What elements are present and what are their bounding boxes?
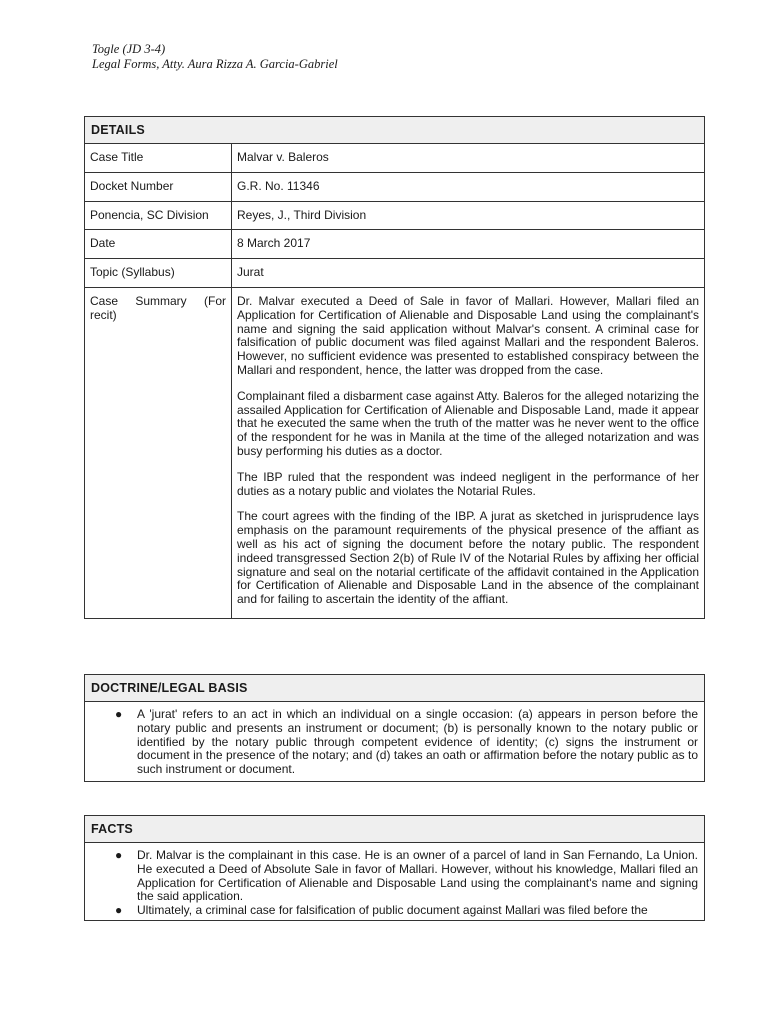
table-row	[85, 230, 704, 259]
summary-label: Case Summary (For recit)	[85, 287, 232, 617]
facts-heading: FACTS	[85, 816, 704, 843]
row-label: Case Title	[85, 144, 232, 172]
header-line-2: Legal Forms, Atty. Aura Rizza A. Garcia-Gabriel	[92, 57, 338, 71]
table-row	[85, 201, 704, 230]
facts-section	[84, 815, 705, 921]
bullet-icon: ●	[115, 848, 123, 862]
row-label: Ponencia, SC Division	[85, 201, 232, 230]
row-value: 8 March 2017	[232, 230, 705, 259]
bullet-icon: ●	[115, 707, 123, 721]
details-heading: DETAILS	[85, 117, 704, 144]
case-summary	[232, 287, 705, 617]
row-label: Docket Number	[85, 172, 232, 201]
document-header	[92, 42, 338, 72]
list-item	[85, 904, 704, 918]
table-row	[85, 287, 704, 617]
bullet-icon: ●	[115, 904, 123, 918]
header-line-1: Togle (JD 3-4)	[92, 42, 166, 56]
details-section	[84, 116, 705, 619]
doctrine-list	[85, 708, 704, 777]
table-row	[85, 144, 704, 172]
details-table	[85, 144, 704, 618]
row-value: Jurat	[232, 259, 705, 288]
row-value: Reyes, J., Third Division	[232, 201, 705, 230]
row-value: G.R. No. 11346	[232, 172, 705, 201]
list-item	[85, 849, 704, 904]
summary-paragraph: The IBP ruled that the respondent was indeed negligent in the performance of her duties as a notary public and violates the Notarial Rules.	[237, 469, 699, 498]
list-item-text: A 'jurat' refers to an act in which an individual on a single occasion: (a) appears in person before the notary public and presents an instrument or document; (b) is personally known to the notary public or identified by the notary public through competent evidence of identity; (c) signs the instrument or document in the presence of the notary; and (d) takes an oath or affirmation before the notary public as to such instrument or document.	[137, 707, 698, 777]
list-item-text: Dr. Malvar is the complainant in this case. He is an owner of a parcel of land in San Fernando, La Union. He executed a Deed of Absolute Sale in favor of Mallari. However, without his knowledge, Mallari filed an Application for Certification of Alienable and Disposable Land using the complainant's name and signing the said application.	[137, 848, 698, 904]
summary-paragraph: Dr. Malvar executed a Deed of Sale in favor of Mallari. However, Mallari filed an Application for Certification of Alienable and Disposable Land using the complainant's name and signing the said application without Malvar's consent. A criminal case for falsification of public document was filed against Mallari and the respondent Baleros. However, no sufficient evidence was presented to established conspiracy between the Mallari and respondent, hence, the latter was dropped from the case.	[237, 293, 699, 377]
list-item	[85, 708, 704, 777]
doctrine-section	[84, 674, 705, 782]
summary-paragraph: Complainant filed a disbarment case against Atty. Baleros for the alleged notarizing the assailed Application for Certification of Alienable and Disposable Land, made it appear that he executed the same when the truth of the matter was he never went to the office of the respondent for he was in Manila at the time of the alleged notarization and was busy performing his duties as a doctor.	[237, 388, 699, 458]
list-item-text: Ultimately, a criminal case for falsification of public document against Mallari was filed before the	[137, 904, 648, 918]
table-row	[85, 259, 704, 288]
row-label: Date	[85, 230, 232, 259]
row-label: Topic (Syllabus)	[85, 259, 232, 288]
facts-list	[85, 849, 704, 918]
summary-paragraph: The court agrees with the finding of the IBP. A jurat as sketched in jurisprudence lays emphasis on the paramount requirements of the physical presence of the affiant as well as his act of signing the document before the notary public. The respondent indeed transgressed Section 2(b) of Rule IV of the Notarial Rules by affixing her official signature and seal on the notarial certificate of the affidavit contained in the Application for Certification of Alienable and Disposable Land in the absence of the complainant and for failing to ascertain the identity of the affiant.	[237, 509, 699, 607]
row-value: Malvar v. Baleros	[237, 150, 329, 164]
doctrine-heading: DOCTRINE/LEGAL BASIS	[85, 675, 704, 702]
table-row	[85, 172, 704, 201]
